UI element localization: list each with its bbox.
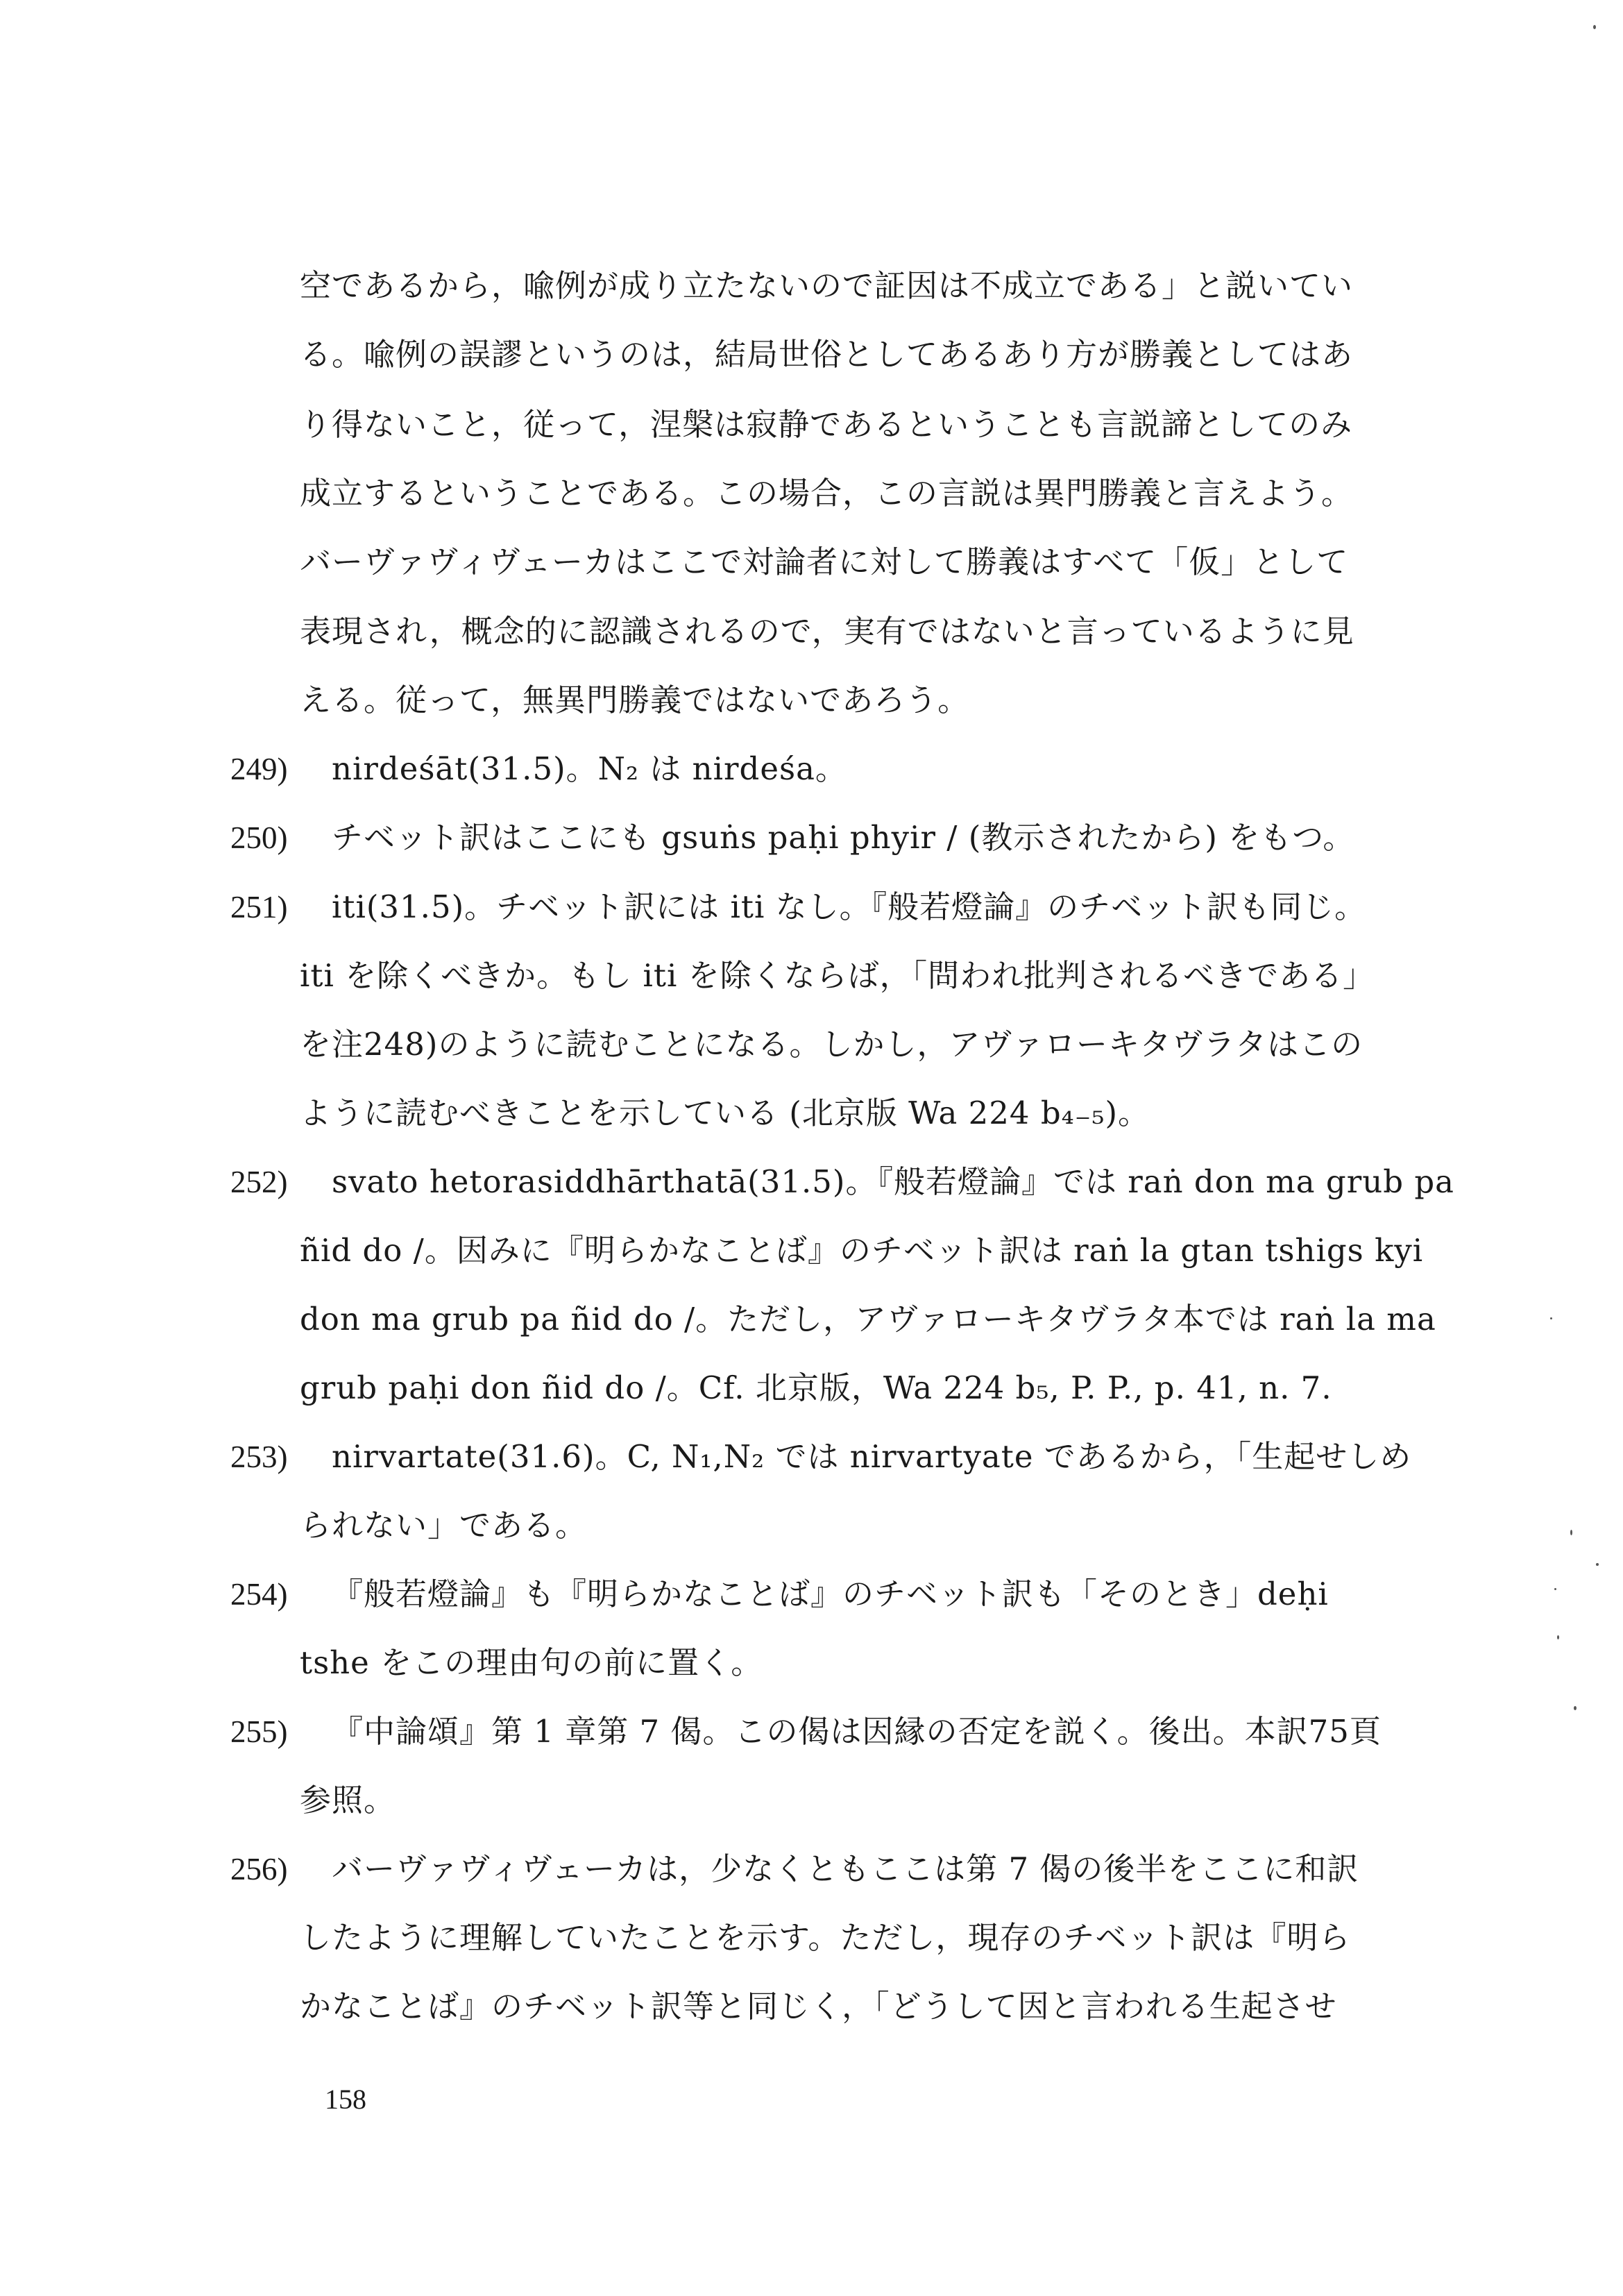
note-line: を注248)のように読むことになる。しかし，アヴァローキタヴラタはこの	[300, 1026, 1363, 1063]
note-line: don ma grub pa ñid do /。ただし，アヴァローキタヴラタ本では raṅ la ma	[300, 1301, 1436, 1337]
note-line: したように理解していたことを示す。ただし，現存のチベット訳は『明ら	[300, 1919, 1351, 1956]
note-line: nirvartate(31.6)。C, N₁,N₂ では nirvartyate であるから，「生起せしめ	[332, 1438, 1412, 1475]
note-line: ように読むべきことを示している (北京版 Wa 224 b₄₋₅)。	[300, 1095, 1150, 1131]
intro-line: る。喩例の誤謬というのは，結局世俗としてあるあり方が勝義としてはあ	[300, 336, 1354, 373]
note-line: 『般若燈論』も『明らかなことば』のチベット訳も「そのとき」deḥi	[332, 1576, 1329, 1612]
note-line: かなことば』のチベット訳等と同じく，「どうして因と言われる生起させ	[300, 1988, 1337, 2025]
scan-speck	[1554, 1588, 1556, 1590]
note-number: 250)	[230, 820, 288, 855]
scan-speck	[1570, 1530, 1572, 1535]
note-number: 249)	[230, 752, 288, 786]
note-line: 参照。	[300, 1782, 396, 1818]
note-number: 254)	[230, 1577, 288, 1612]
scan-speck	[1596, 1563, 1599, 1566]
scan-speck	[1550, 1317, 1552, 1319]
note-number: 251)	[230, 890, 288, 925]
note-line: 『中論頌』第 1 章第 7 偈。この偈は因縁の否定を説く。後出。本訳75頁	[332, 1713, 1382, 1750]
note-line: バーヴァヴィヴェーカは，少なくともここは第 7 偈の後半をここに和訳	[332, 1850, 1359, 1887]
note-line: svato hetorasiddhārthatā(31.5)。『般若燈論』では raṅ don ma grub pa	[332, 1163, 1454, 1200]
note-line: られない」である。	[300, 1507, 588, 1544]
intro-line: り得ないこと，従って，涅槃は寂静であるということも言説諦としてのみ	[300, 406, 1353, 443]
note-number: 256)	[230, 1852, 288, 1886]
intro-line: 成立するということである。この場合，この言説は異門勝義と言えよう。	[300, 475, 1354, 512]
note-number: 253)	[230, 1440, 288, 1474]
page-number: 158	[325, 2084, 366, 2115]
note-line: nirdeśāt(31.5)。N₂ は nirdeśa。	[332, 750, 847, 787]
scan-speck	[1574, 1706, 1577, 1710]
note-line: チベット訳はここにも gsuṅs paḥi phyir / (教示されたから) をもつ。	[332, 819, 1355, 856]
note-line: tshe をこの理由句の前に置く。	[300, 1644, 763, 1681]
intro-line: 空であるから，喩例が成り立たないので証因は不成立である」と説いてい	[300, 267, 1354, 304]
intro-line: 表現され，概念的に認識されるので，実有ではないと言っているように見	[300, 613, 1354, 650]
note-number: 252)	[230, 1165, 288, 1199]
note-line: iti(31.5)。チベット訳には iti なし。『般若燈論』のチベット訳も同じ。	[332, 888, 1367, 925]
intro-line: バーヴァヴィヴェーカはここで対論者に対して勝義はすべて「仮」として	[300, 543, 1349, 580]
note-number: 255)	[230, 1714, 288, 1749]
scan-speck	[1593, 25, 1596, 29]
scan-speck	[1557, 1635, 1559, 1639]
note-line: ñid do /。因みに『明らかなことば』のチベット訳は raṅ la gtan tshigs kyi	[300, 1232, 1424, 1269]
intro-line: える。従って，無異門勝義ではないであろう。	[300, 682, 970, 718]
note-line: iti を除くべきか。もし iti を除くならば，「問われ批判されるべきである」	[300, 957, 1375, 994]
note-line: grub paḥi don ñid do /。Cf. 北京版，Wa 224 b₅, P. P., p. 41, n. 7.	[300, 1369, 1332, 1406]
